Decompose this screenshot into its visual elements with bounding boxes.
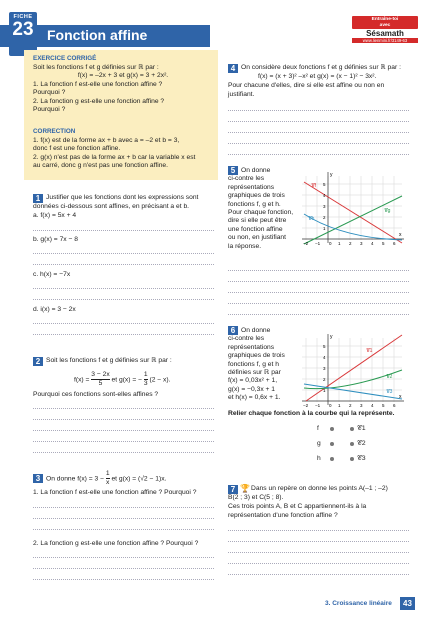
- corrected-statement: [33, 64, 213, 114]
- fiche-label: FICHE: [13, 14, 33, 20]
- ex3-q2: 2. La fonction g est-elle une fonction affine ? Pourquoi ?: [33, 540, 199, 547]
- ex5-line: une fonction affine: [228, 225, 283, 233]
- match-dot[interactable]: [350, 427, 354, 431]
- page-number: 43: [400, 597, 415, 610]
- sesamath-logo[interactable]: [352, 16, 418, 43]
- ex3-frac-num: 1: [106, 470, 110, 479]
- ex2-question: Pourquoi ces fonctions sont-elles affines ?: [33, 391, 159, 398]
- ex5-line: ou non, en justifiant: [228, 234, 286, 242]
- answer-line[interactable]: [228, 552, 409, 553]
- x-tick: 5: [382, 403, 385, 408]
- ex4-text3: justifiant.: [228, 91, 255, 98]
- match-right-c1: 𝒞1: [357, 425, 366, 432]
- corrected-statement-line: Soit les fonctions f et g définies sur ℝ par :: [33, 64, 159, 71]
- ex5-line: ci-contre les: [228, 175, 265, 183]
- curve-h-label: 𝒞h: [308, 216, 315, 222]
- ex6-line: f(x) = 0,03x² + 1,: [228, 377, 278, 385]
- ex6-line: définies sur ℝ par: [228, 369, 281, 377]
- correction-heading: CORRECTION: [33, 128, 76, 135]
- curve-c3-label: 𝒞3: [386, 389, 393, 395]
- answer-line[interactable]: [33, 518, 214, 519]
- answer-line[interactable]: [33, 430, 214, 431]
- x-tick: 3: [360, 403, 363, 408]
- match-right-c2: 𝒞2: [357, 440, 366, 447]
- ex5-line: On donne: [241, 167, 271, 174]
- logo-line1: Entraîne-toi: [371, 17, 399, 22]
- match-left-h: h: [317, 455, 321, 462]
- y-tick: 3: [323, 366, 326, 371]
- ex6-line: g(x) = −0,3x + 1: [228, 385, 276, 393]
- ex2-f-left: f(x) =: [74, 376, 90, 384]
- x-label: x: [399, 232, 402, 238]
- x-label: x: [399, 394, 402, 400]
- x-tick: 5: [382, 241, 385, 246]
- answer-line[interactable]: [33, 230, 214, 231]
- ex2-f-den: 5: [98, 380, 103, 388]
- ex2-f-num: 3 − 2x: [91, 371, 109, 380]
- y-tick: 3: [323, 204, 326, 209]
- answer-line[interactable]: [228, 143, 409, 144]
- page-title: Fonction affine: [47, 27, 148, 43]
- ex5-text: [228, 167, 306, 251]
- logo-line2: avec: [379, 22, 391, 28]
- exercise-7-number: 7: [228, 485, 238, 494]
- corrected-q2b: Pourquoi ?: [33, 106, 66, 114]
- match-dot[interactable]: [330, 457, 334, 461]
- corrected-q2: 2. La fonction g est-elle une fonction affine ?: [33, 97, 165, 105]
- ex7-text2: B(2 ; 3) et C(5 ; 8).: [228, 494, 284, 501]
- answer-line[interactable]: [33, 441, 214, 442]
- ex1-item-d: d. i(x) = 3 − 2x: [33, 306, 76, 313]
- fiche-number: 23: [12, 19, 34, 40]
- ex6-line: représentations: [228, 343, 275, 351]
- curve-g: [304, 196, 402, 244]
- exercise-5-number: 5: [228, 166, 238, 175]
- ex7-text4: représentation d'une fonction affine ?: [228, 512, 338, 519]
- ex6-line: ci-contre les: [228, 335, 265, 343]
- x-tick: 0: [329, 241, 332, 246]
- ex4-text2: Pour chacune d'elles, dire si elle est affine ou non en: [228, 82, 385, 89]
- correction-text: [33, 137, 215, 171]
- ex3-text-a: On donne f(x) = 3 −: [46, 475, 104, 483]
- answer-line[interactable]: [228, 270, 409, 271]
- match-left-g: g: [317, 440, 321, 447]
- ex1-item-c: c. h(x) = −7x: [33, 271, 71, 278]
- answer-line[interactable]: [33, 452, 214, 453]
- curve-f-label: 𝒞f: [311, 183, 317, 189]
- answer-line[interactable]: [33, 419, 214, 420]
- correction-line: 2. g(x) n'est pas de la forme ax + b car la variable x est: [33, 153, 196, 161]
- ex2-text1: Soit les fonctions f et g définies sur ℝ par :: [46, 357, 172, 364]
- y-tick: 5: [323, 182, 326, 187]
- answer-line[interactable]: [33, 507, 214, 508]
- answer-line[interactable]: [33, 264, 214, 265]
- ex5-line: dire si elle peut être: [228, 217, 287, 225]
- match-right-c3: 𝒞3: [357, 455, 366, 462]
- answer-line[interactable]: [228, 541, 409, 542]
- ex5-line: représentations: [228, 183, 275, 191]
- match-dot[interactable]: [330, 427, 334, 431]
- logo-url[interactable]: www.lienmini.fr/3149-63: [352, 38, 418, 43]
- y-tick: 2: [323, 377, 326, 382]
- ex3-text-b: et g(x) = (√2 − 1)x.: [111, 475, 167, 483]
- ex3-formula: [46, 470, 166, 488]
- x-tick: 0: [329, 403, 332, 408]
- ex3-q1: 1. La fonction f est-elle une fonction affine ? Pourquoi ?: [33, 489, 197, 496]
- y-tick: 1: [323, 226, 326, 231]
- answer-line[interactable]: [228, 563, 409, 564]
- y-tick: 5: [323, 344, 326, 349]
- ex2-g-right: (2 − x).: [149, 376, 171, 384]
- answer-line[interactable]: [33, 288, 214, 289]
- corrected-heading: EXERCICE CORRIGÉ: [33, 55, 97, 62]
- ex5-line: fonctions f, g et h.: [228, 200, 281, 208]
- x-tick: 1: [338, 403, 341, 408]
- correction-line: donc f est une fonction affine.: [33, 145, 121, 153]
- x-tick: 3: [360, 241, 363, 246]
- answer-line[interactable]: [33, 334, 214, 335]
- curve-c1-label: 𝒞1: [366, 348, 373, 354]
- x-tick: 1: [338, 241, 341, 246]
- answer-line[interactable]: [228, 110, 409, 111]
- match-dot[interactable]: [350, 457, 354, 461]
- ex5-graph: [302, 168, 412, 248]
- corrected-q1b: Pourquoi ?: [33, 89, 66, 97]
- ex6-line: On donne: [241, 327, 271, 334]
- ex6-instruction: Relier chaque fonction à la courbe qui la représente.: [228, 410, 395, 417]
- match-dot[interactable]: [330, 442, 334, 446]
- exercise-1-number: 1: [33, 194, 43, 203]
- curve-g-label: 𝒞g: [384, 208, 391, 214]
- logo-brand: Sésamath: [366, 29, 404, 38]
- curve-h: [304, 214, 402, 240]
- y-label: y: [330, 172, 333, 178]
- correction-line: 1. f(x) est de la forme ax + b avec a = –2 et b = 3,: [33, 137, 180, 144]
- exercise-6-number: 6: [228, 326, 238, 335]
- answer-line[interactable]: [33, 323, 214, 324]
- x-tick: 4: [371, 403, 374, 408]
- x-tick: −1: [315, 403, 321, 408]
- y-label: y: [330, 334, 333, 340]
- ex7-text3: Ces trois points A, B et C appartiennent-ils à la: [228, 503, 367, 510]
- ex6-graph: [302, 330, 412, 410]
- x-tick: 2: [349, 241, 352, 246]
- answer-line[interactable]: [33, 557, 214, 558]
- curve-c2-label: 𝒞2: [386, 374, 393, 380]
- correction-line: au carré, donc g n'est pas une fonction affine.: [33, 162, 168, 170]
- answer-line[interactable]: [228, 303, 409, 304]
- y-tick: 2: [323, 215, 326, 220]
- answer-line[interactable]: [228, 314, 409, 315]
- ex1-item-b: b. g(x) = 7x − 8: [33, 236, 78, 243]
- ex5-line: la réponse.: [228, 242, 262, 250]
- match-left-f: f: [317, 425, 319, 432]
- ex6-line: fonctions f, g et h: [228, 360, 279, 368]
- answer-line[interactable]: [228, 574, 409, 575]
- ex1-item-a: a. f(x) = 5x + 4: [33, 212, 77, 219]
- x-tick: 6: [393, 403, 396, 408]
- trophy-icon: 🏆: [240, 484, 250, 493]
- y-tick: 4: [323, 193, 326, 198]
- x-tick: 4: [371, 241, 374, 246]
- ex1-text1: Justifier que les fonctions dont les expressions sont: [46, 194, 199, 201]
- ex2-et: et g(x) = −: [111, 376, 143, 384]
- ex5-line: Pour chaque fonction,: [228, 209, 294, 217]
- exercise-4-number: 4: [228, 64, 238, 73]
- ex2-g-den: 3: [143, 380, 148, 388]
- answer-line[interactable]: [33, 299, 214, 300]
- x-tick: 2: [349, 403, 352, 408]
- answer-line[interactable]: [33, 408, 214, 409]
- answer-line[interactable]: [228, 121, 409, 122]
- x-tick: −2: [303, 403, 309, 408]
- x-tick: −2: [303, 241, 309, 246]
- ex4-formula: f(x) = (x + 3)² –x² et g(x) = (x − 1)² − 3x².: [258, 73, 377, 80]
- ex7-text1: Dans un repère on donne les points A(–1 ; –2): [251, 485, 388, 492]
- chapter-label: 3. Croissance linéaire: [325, 600, 392, 607]
- answer-line[interactable]: [228, 281, 409, 282]
- answer-line[interactable]: [33, 579, 214, 580]
- ex4-text1: On considère deux fonctions f et g définies sur ℝ par :: [241, 64, 401, 71]
- corrected-formula: f(x) = –2x + 3 et g(x) = 3 + 2x².: [77, 72, 169, 80]
- ex5-line: graphiques de trois: [228, 192, 285, 200]
- answer-line[interactable]: [33, 253, 214, 254]
- ex3-frac-den: x: [106, 479, 110, 487]
- y-tick: 4: [323, 355, 326, 360]
- answer-line[interactable]: [228, 292, 409, 293]
- match-dot[interactable]: [350, 442, 354, 446]
- y-tick: 1: [323, 388, 326, 393]
- answer-line[interactable]: [228, 154, 409, 155]
- answer-line[interactable]: [228, 530, 409, 531]
- corrected-q1: 1. La fonction f est-elle une fonction affine ?: [33, 80, 163, 88]
- exercise-2-number: 2: [33, 357, 43, 366]
- answer-line[interactable]: [33, 568, 214, 569]
- ex1-text2: données ci-dessous sont affines, en précisant a et b.: [33, 203, 190, 210]
- x-tick: −1: [315, 241, 321, 246]
- answer-line[interactable]: [228, 132, 409, 133]
- answer-line[interactable]: [33, 529, 214, 530]
- ex6-line: graphiques de trois: [228, 352, 285, 360]
- ex6-line: et h(x) = 0,6x + 1.: [228, 394, 281, 402]
- ex2-formula: [74, 371, 170, 389]
- exercise-3-number: 3: [33, 474, 43, 483]
- ex2-g-num: 1: [144, 371, 148, 380]
- x-tick: 6: [393, 241, 396, 246]
